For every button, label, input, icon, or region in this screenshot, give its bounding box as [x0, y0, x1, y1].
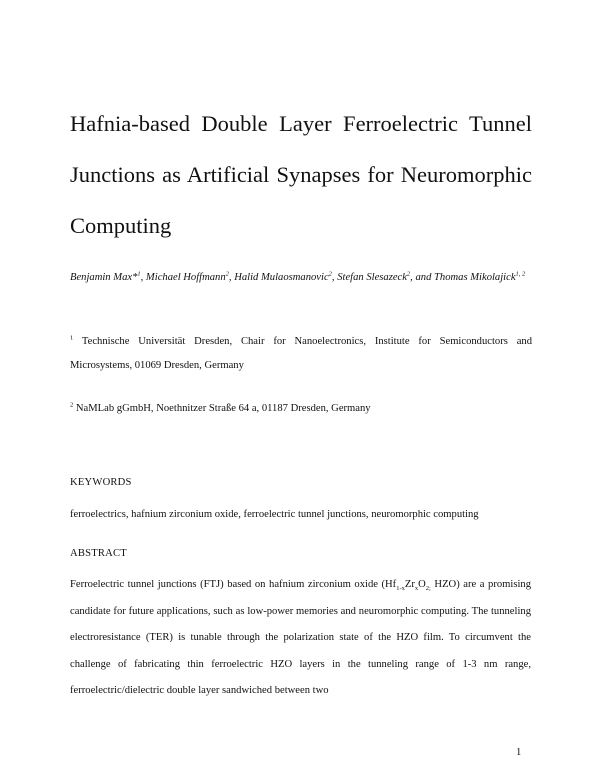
author-affiliation-mark: 2: [225, 270, 229, 278]
author-separator: ,: [228, 272, 235, 283]
keywords-text: ferroelectrics, hafnium zirconium oxide, ferroelectric tunnel junctions, neuromorphic computing: [70, 509, 479, 520]
author-list: [70, 266, 532, 290]
author-name: Thomas Mikolajick: [434, 272, 516, 283]
abstract-subscript: 1-x: [396, 585, 405, 593]
abstract-heading: ABSTRACT: [70, 548, 127, 559]
author-name: Michael Hoffmann: [145, 272, 226, 283]
author-separator: , and: [410, 272, 435, 283]
affiliation-mark: 1: [70, 334, 74, 342]
author-affiliation-mark: 2: [406, 270, 411, 278]
affiliation-mark: 2: [70, 401, 74, 409]
author-name: Benjamin Max*: [70, 272, 138, 283]
author-affiliation-mark: 2: [328, 270, 332, 278]
abstract-subscript: 2;: [425, 585, 431, 593]
author-separator: ,: [331, 272, 338, 283]
abstract-part: Zr: [404, 579, 415, 590]
abstract-part: O: [418, 579, 426, 590]
abstract-part: Ferroelectric tunnel junctions (FTJ) based on hafnium zirconium oxide (Hf: [70, 579, 397, 590]
abstract-text: [70, 572, 531, 705]
author-separator: ,: [140, 272, 146, 283]
keywords-heading: KEYWORDS: [70, 477, 132, 488]
affiliation-text: NaMLab gGmbH, Noethnitzer Straße 64 a, 01187 Dresden, Germany: [75, 403, 371, 414]
author-affiliation-mark: 1: [137, 270, 141, 278]
abstract-subscript: x: [414, 585, 419, 593]
affiliation-text: Technische Universität Dresden, Chair for Nanoelectronics, Institute for Semiconductors and Microsystems, 01069 Dresden, Germany: [70, 336, 532, 371]
page-number: 1: [516, 747, 522, 758]
author-affiliation-mark: 1, 2: [515, 270, 526, 278]
author-name: Halid Mulaosmanovic: [234, 272, 329, 283]
author-name: Stefan Slesazeck: [337, 272, 407, 283]
affiliation-2: [70, 397, 532, 421]
affiliation-1: [70, 330, 532, 378]
paper-title: Hafnia-based Double Layer Ferroelectric Tunnel Junctions as Artificial Synapses for Neuromorphic Computing: [70, 111, 532, 238]
abstract-part: HZO) are a promising candidate for future applications, such as low-power memories and neuromorphic computing. The tunneling electroresistance (TER) is tunable through the polarization state of the HZO film. To circumvent the challenge of fabricating thin ferroelectric HZO layers in the tunneling range of 1-3 nm range, ferroelectric/dielectric double layer sandwiched between two: [70, 579, 531, 696]
